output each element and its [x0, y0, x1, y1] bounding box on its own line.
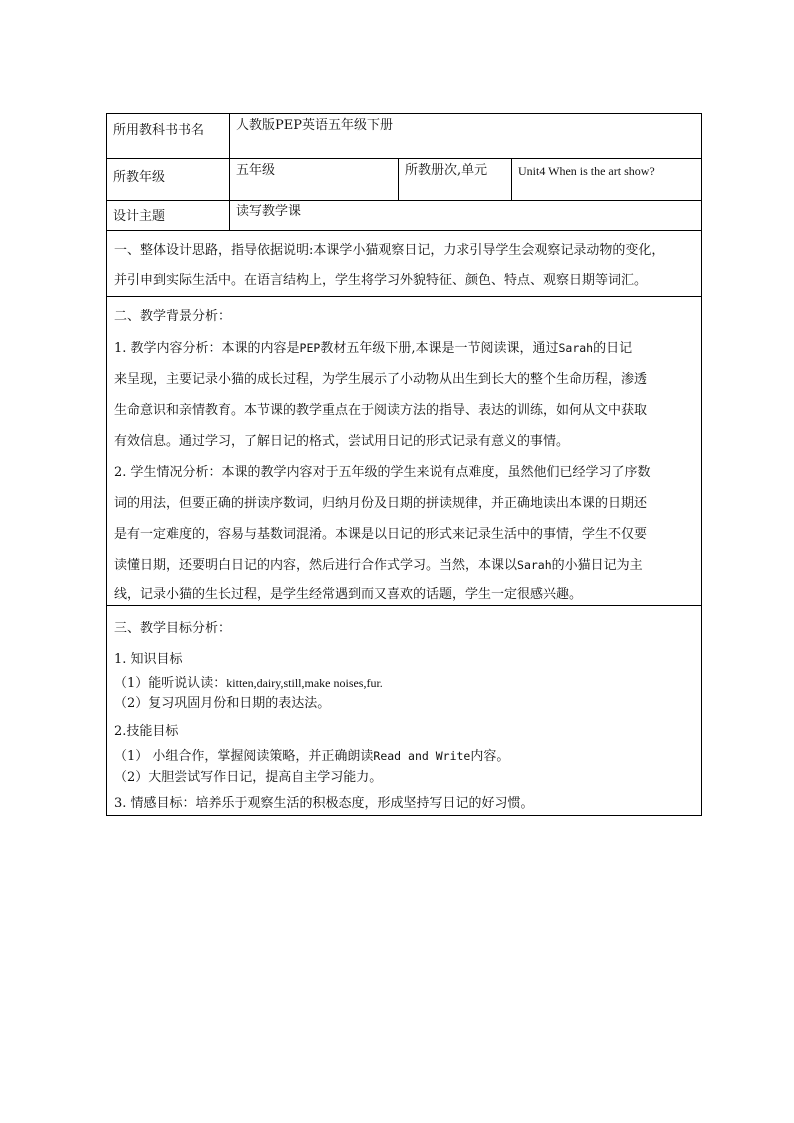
textbook-value	[229, 114, 703, 158]
vocab-words: kitten,dairy,still,make noises,fur.	[226, 676, 383, 690]
section-objectives	[107, 606, 701, 817]
skill-title: 2.技能目标	[114, 724, 179, 739]
grade-value: 五年级	[229, 159, 398, 200]
read-and-write-text: Read and Write	[373, 749, 471, 763]
content-analysis-prefix: 1. 教学内容分析：本课的内容是	[114, 341, 300, 356]
section-background	[107, 297, 701, 606]
design-idea-line-2: 并引申到实际生活中。在语言结构上，学生将学习外貌特征、颜色、特点、观察日期等词汇。	[114, 273, 648, 288]
background-heading: 二、教学背景分析：	[114, 309, 232, 324]
row-grade-unit	[107, 159, 701, 201]
student-analysis-line-1: 2. 学生情况分析：本课的教学内容对于五年级的学生来说有点难度，虽然他们已经学习了序数	[114, 465, 651, 480]
knowledge-title: 1. 知识目标	[114, 652, 183, 667]
content-analysis-line-2: 来呈现，主要记录小猫的成长过程，为学生展示了小动物从出生到长大的整个生命历程，渗透	[114, 372, 648, 387]
sarah-text: Sarah	[558, 341, 594, 355]
skill-item-1-prefix: （1） 小组合作，掌握阅读策略，并正确朗读	[114, 749, 374, 764]
content-analysis-line-1	[114, 337, 632, 356]
unit-label: 所教册次,单元	[398, 159, 511, 200]
content-analysis-line-4: 有效信息。通过学习，了解日记的格式，尝试用日记的形式记录有意义的事情。	[114, 434, 570, 449]
grade-label: 所教年级	[113, 170, 166, 185]
theme-label: 设计主题	[113, 209, 166, 224]
theme-value: 读写教学课	[229, 201, 703, 230]
student-analysis-line-2: 词的用法，但要正确的拼读序数词，归纳月份及日期的拼读规律，并正确地读出本课的日期还	[114, 496, 648, 511]
content-analysis-mid: 教材五年级下册,本课是一节阅读课，通过	[320, 341, 559, 356]
row-design-theme	[107, 201, 701, 231]
content-analysis-line-3: 生命意识和亲情教育。本节课的教学重点在于阅读方法的指导、表达的训练，如何从文中获取	[114, 403, 648, 418]
unit-value: Unit4 When is the art show?	[511, 159, 703, 200]
row-textbook	[107, 114, 701, 159]
emotion-goal: 3. 情感目标：培养乐于观察生活的积极态度，形成坚持写日记的好习惯。	[114, 796, 534, 811]
textbook-value-text: 人教版PEP英语五年级下册	[236, 118, 393, 133]
student-analysis-line-5: 线，记录小猫的生长过程，是学生经常遇到而又喜欢的话题，学生一定很感兴趣。	[114, 587, 583, 602]
skill-item-1-end: 内容。	[470, 749, 510, 764]
section-design-idea	[107, 231, 701, 297]
pep-text: PEP	[299, 341, 321, 355]
textbook-label: 所用教科书书名	[113, 123, 205, 138]
student-analysis-line-3: 是有一定难度的，容易与基数词混淆。本课是以日记的形式来记录生活中的事情，学生不仅要	[114, 527, 648, 542]
objectives-heading: 三、教学目标分析：	[114, 621, 232, 636]
design-idea-line-1: 一、整体设计思路，指导依据说明:本课学小猫观察日记，力求引导学生会观察记录动物的变化，	[114, 243, 665, 258]
knowledge-item-1-prefix: （1）能听说认读：	[114, 676, 227, 691]
knowledge-item-1	[114, 672, 383, 691]
content-analysis-end: 的日记	[593, 341, 633, 356]
knowledge-item-2: （2）复习巩固月份和日期的表达法。	[114, 696, 331, 711]
lesson-plan-table	[106, 113, 702, 816]
student-analysis-line-4	[114, 554, 643, 573]
skill-item-1	[114, 745, 509, 764]
skill-item-2: （2）大胆尝试写作日记，提高自主学习能力。	[114, 770, 383, 785]
sarah-text-2: Sarah	[517, 558, 552, 572]
student-analysis-tail: 的小猫日记为主	[551, 558, 643, 573]
student-analysis-line-4-text: 读懂日期，还要明白日记的内容，然后进行合作式学习。当然，本课以	[114, 558, 518, 573]
